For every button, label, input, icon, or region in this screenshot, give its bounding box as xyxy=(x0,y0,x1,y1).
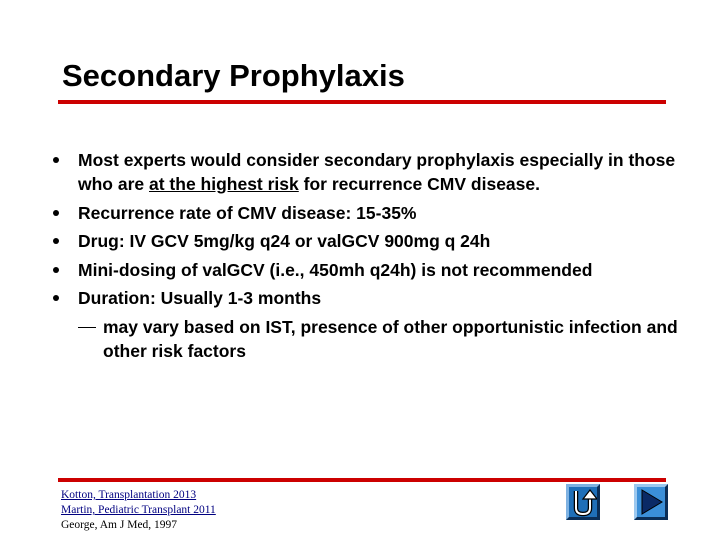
bullet-item xyxy=(50,201,710,225)
sub-bullet-item xyxy=(50,315,710,363)
references xyxy=(61,488,216,533)
bullet-text: Drug: IV GCV 5mg/kg q24 or valGCV 900mg q 24h xyxy=(78,231,491,251)
bullet-dot-icon xyxy=(53,238,59,244)
next-slide-button[interactable] xyxy=(634,484,668,520)
bullet-item xyxy=(50,148,710,196)
highlighted-phrase: at the highest risk xyxy=(149,174,299,194)
bullet-text: for recurrence CMV disease. xyxy=(298,174,540,194)
dash-icon xyxy=(78,327,96,329)
bullet-text: Most experts would consider secondary prophylaxis especially in those who are xyxy=(78,150,676,194)
return-arrow-icon xyxy=(569,487,597,517)
footer-divider xyxy=(58,478,666,482)
bullet-item xyxy=(50,258,710,282)
play-next-icon xyxy=(637,487,665,517)
bullet-dot-icon xyxy=(53,210,59,216)
bullet-dot-icon xyxy=(53,157,59,163)
bullet-item xyxy=(50,229,710,253)
bullet-dot-icon xyxy=(53,295,59,301)
bullet-text: Mini-dosing of valGCV (i.e., 450mh q24h) is not recommended xyxy=(78,259,593,280)
reference-link[interactable]: Martin, Pediatric Transplant 2011 xyxy=(61,504,216,516)
reference-text: George, Am J Med, 1997 xyxy=(61,519,178,531)
title-divider xyxy=(58,100,666,104)
bullet-text: Duration: Usually 1-3 months xyxy=(78,288,322,308)
page-title: Secondary Prophylaxis xyxy=(62,58,405,93)
return-button[interactable] xyxy=(566,484,600,520)
bullet-list xyxy=(50,148,710,363)
reference-link[interactable]: Kotton, Transplantation 2013 xyxy=(61,489,197,501)
bullet-dot-icon xyxy=(53,267,59,273)
bullet-text: Recurrence rate of CMV disease: 15-35% xyxy=(78,202,417,223)
sub-bullet-text: may vary based on IST, presence of other opportunistic infection and other risk factors xyxy=(103,316,678,361)
bullet-item xyxy=(50,286,710,310)
